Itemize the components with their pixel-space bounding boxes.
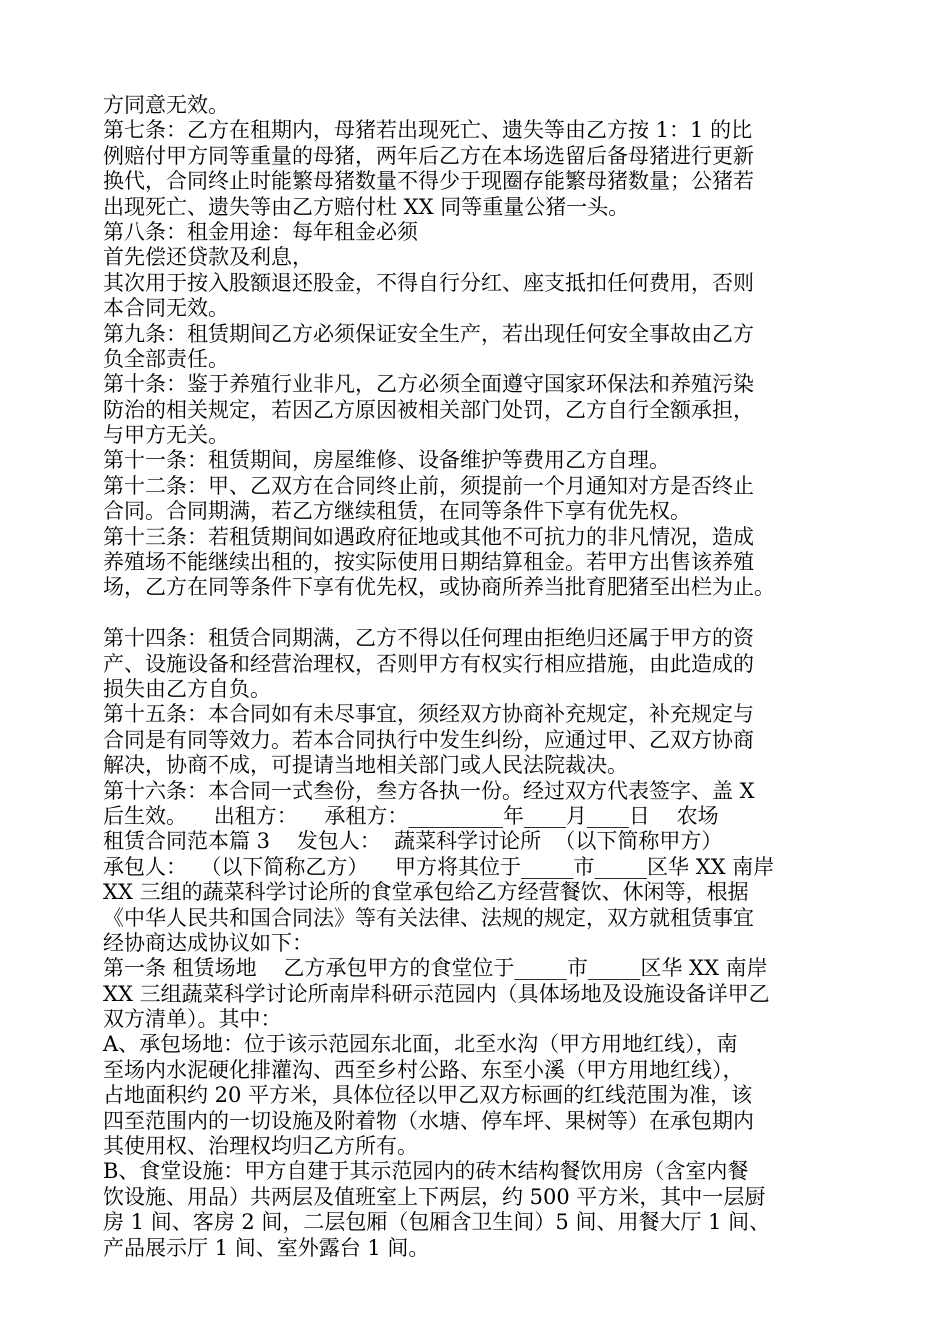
text-line: 第十六条：本合同一式叁份，叁方各执一份。经过双方代表签字、盖 X <box>103 778 755 803</box>
text-line: 第十一条：租赁期间，房屋维修、设备维护等费用乙方自理。 <box>103 448 670 473</box>
text-line: 第十三条：若租赁期间如遇政府征地或其他不可抗力的非凡情况，造成 <box>103 524 754 549</box>
text-line: 换代，合同终止时能繁母猪数量不得少于现圈存能繁母猪数量；公猪若 <box>103 169 754 194</box>
text-line: 至场内水泥硬化排灌沟、西至乡村公路、东至小溪（甲方用地红线）， <box>103 1057 744 1082</box>
text-line: 首先偿还贷款及利息， <box>103 245 313 270</box>
text-line: 第十四条：租赁合同期满，乙方不得以任何理由拒绝归还属于甲方的资 <box>103 626 754 651</box>
text-line: 方同意无效。 <box>103 93 229 117</box>
text-line: 房 1 间、客房 2 间，二层包厢（包厢含卫生间）5 间、用餐大厅 1 间、 <box>103 1210 771 1235</box>
blank-line <box>103 601 855 626</box>
text-line: 本合同无效。 <box>103 296 229 321</box>
text-line: 产品展示厅 1 间、室外露台 1 间。 <box>103 1235 430 1260</box>
text-line: 饮设施、用品）共两层及值班室上下两层，约 500 平方米，其中一层厨 <box>103 1184 766 1209</box>
text-line: 第十二条：甲、乙双方在合同终止前，须提前一个月通知对方是否终止 <box>103 473 754 498</box>
text-line: 其次用于按入股额退还股金，不得自行分红、座支抵扣任何费用，否则 <box>103 270 754 295</box>
text-line: 负全部责任。 <box>103 346 229 371</box>
text-line: 四至范围内的一切设施及附着物（水塘、停车坪、果树等）在承包期内 <box>103 1108 754 1133</box>
text-line: XX 三组蔬菜科学讨论所南岸科研示范园内（具体场地及设施设备详甲乙 <box>103 981 770 1006</box>
text-line: 场，乙方在同等条件下享有优先权，或协商所养当批育肥猪至出栏为止。 <box>103 575 775 600</box>
text-line: 后生效。 出租方： 承租方：_________年____月____日 农场 <box>103 803 719 828</box>
text-line: 第七条：乙方在租期内，母猪若出现死亡、遗失等由乙方按 1：1 的比 <box>103 118 753 143</box>
text-line: 解决，协商不成，可提请当地相关部门或人民法院裁决。 <box>103 753 628 778</box>
text-line: 与甲方无关。 <box>103 423 229 448</box>
text-line: 第九条：租赁期间乙方必须保证安全生产，若出现任何安全事故由乙方 <box>103 321 754 346</box>
text-line: 经协商达成协议如下： <box>103 930 313 955</box>
text-line: 双方清单）。其中： <box>103 1007 282 1032</box>
text-line: 第十五条：本合同如有未尽事宜，须经双方协商补充规定，补充规定与 <box>103 702 754 727</box>
text-line: 第十条：鉴于养殖行业非凡，乙方必须全面遵守国家环保法和养殖污染 <box>103 372 754 397</box>
text-line: 防治的相关规定，若因乙方原因被相关部门处罚，乙方自行全额承担， <box>103 397 754 422</box>
text-line: 租赁合同范本篇 3 发包人： 蔬菜科学讨论所 （以下简称甲方） <box>103 829 723 854</box>
text-line: 产、设施设备和经营治理权，否则甲方有权实行相应措施，由此造成的 <box>103 651 754 676</box>
text-line: 养殖场不能继续出租的，按实际使用日期结算租金。若甲方出售该养殖 <box>103 550 754 575</box>
text-line: 出现死亡、遗失等由乙方赔付杜 XX 同等重量公猪一头。 <box>103 194 630 219</box>
text-line: 承包人： （以下简称乙方） 甲方将其位于_____市_____区华 XX 南岸 <box>103 854 775 879</box>
text-line: B、食堂设施：甲方自建于其示范园内的砖木结构餐饮用房（含室内餐 <box>103 1159 749 1184</box>
text-line: 例赔付甲方同等重量的母猪，两年后乙方在本场选留后备母猪进行更新 <box>103 143 754 168</box>
text-line: 占地面积约 20 平方米，具体位径以甲乙双方标画的红线范围为准，该 <box>103 1083 753 1108</box>
text-line: 《中华人民共和国合同法》等有关法律、法规的规定，双方就租赁事宜 <box>103 905 754 930</box>
text-line: 第八条：租金用途：每年租金必须 <box>103 219 418 244</box>
text-line: 合同。合同期满，若乙方继续租赁，在同等条件下享有优先权。 <box>103 499 691 524</box>
text-line: 损失由乙方自负。 <box>103 676 271 701</box>
document-page <box>103 93 855 1261</box>
text-line: 第一条 租赁场地 乙方承包甲方的食堂位于_____市_____区华 XX 南岸 <box>103 956 768 981</box>
text-line: A、承包场地：位于该示范园东北面，北至水沟（甲方用地红线），南 <box>103 1032 738 1057</box>
text-line: 合同是有同等效力。若本合同执行中发生纠纷，应通过甲、乙双方协商 <box>103 727 754 752</box>
text-line: XX 三组的蔬菜科学讨论所的食堂承包给乙方经营餐饮、休闲等，根据 <box>103 880 749 905</box>
text-line: 其使用权、治理权均归乙方所有。 <box>103 1134 418 1159</box>
